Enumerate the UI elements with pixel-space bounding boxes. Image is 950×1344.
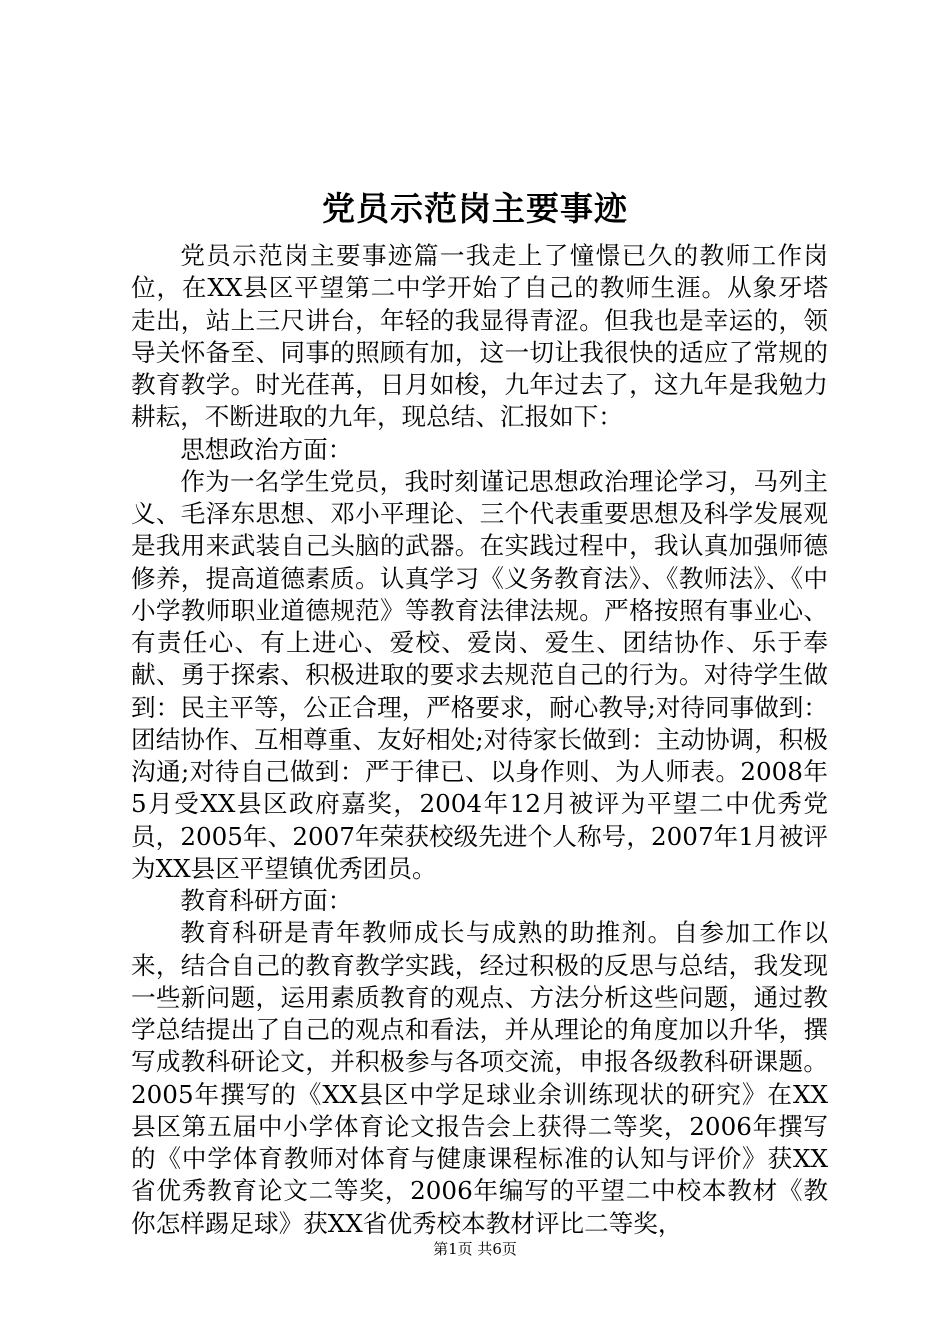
document-body [131,240,828,1240]
paragraph-intro: 党员示范岗主要事迹篇一我走上了憧憬已久的教师工作岗位，在XX县区平望第二中学开始了自己的教师生涯。从象牙塔走出，站上三尺讲台，年轻的我显得青涩。但我也是幸运的，领导关怀备至、同事的照顾有加，这一切让我很快的适应了常规的教育教学。时光荏苒，日月如梭，九年过去了，这九年是我勉力耕耘，不断进取的九年，现总结、汇报如下： [131,241,828,432]
paragraph-research: 教育科研是青年教师成长与成熟的助推剂。自参加工作以来，结合自己的教育教学实践，经过积极的反思与总结，我发现一些新问题，运用素质教育的观点、方法分析这些问题，通过教学总结提出了自己的观点和看法，并从理论的角度加以升华，撰写成教科研论文，并积极参与各项交流，申报各级教科研课题。2005年撰写的《XX县区中学足球业余训练现状的研究》在XX县区第五届中小学体育论文报告会上获得二等奖，2006年撰写的《中学体育教师对体育与健康课程标准的认知与评价》获XX省优秀教育论文二等奖，2006年编写的平望二中校本教材《教你怎样踢足球》获XX省优秀校本教材评比二等奖， [131,918,828,1238]
section-heading-political: 思想政治方面： [180,434,353,464]
paragraph-political: 作为一名学生党员，我时刻谨记思想政治理论学习，马列主义、毛泽东思想、邓小平理论、三个代表重要思想及科学发展观是我用来武装自己头脑的武器。在实践过程中，我认真加强师德修养，提高道德素质。认真学习《义务教育法》、《教师法》、《中小学教师职业道德规范》等教育法律法规。严格按照有事业心、有责任心、有上进心、爱校、爱岗、爱生、团结协作、乐于奉献、勇于探索、积极进取的要求去规范自己的行为。对待学生做到：民主平等，公正合理，严格要求，耐心教导;对待同事做到：团结协作、互相尊重、友好相处;对待家长做到：主动协调，积极沟通;对待自己做到：严于律已、以身作则、为人师表。2008年5月受XX县区政府嘉奖，2004年12月被评为平望二中优秀党员，2005年、2007年荣获校级先进个人称号，2007年1月被评为XX县区平望镇优秀团员。 [131,466,828,883]
document-title: 党员示范岗主要事迹 [322,189,628,228]
section-heading-research: 教育科研方面： [180,886,353,915]
page-footer: 第1页 共6页 [433,1240,517,1258]
